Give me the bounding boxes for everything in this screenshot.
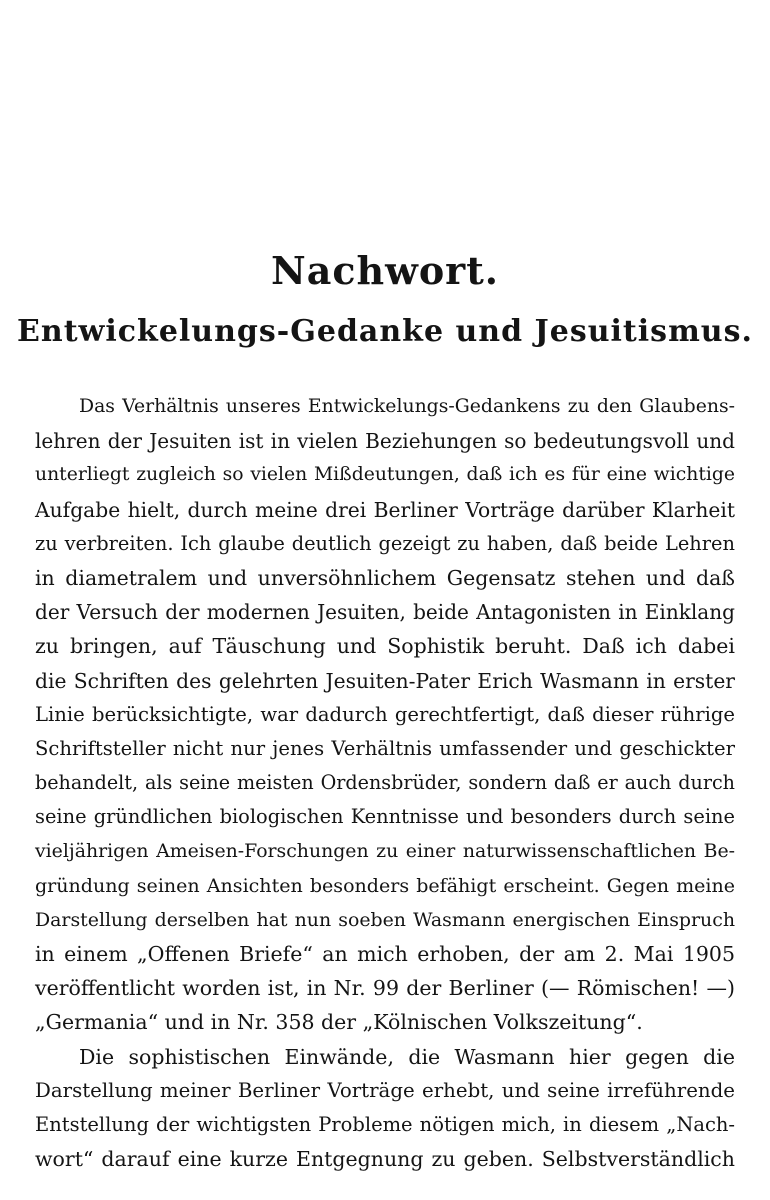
text-line: Aufgabe hielt, durch meine drei Berliner Vorträge darüber Klarheit [35, 497, 735, 522]
chapter-subtitle: Entwickelungs-Gedanke und Jesuitismus. [17, 314, 753, 349]
text-line: Darstellung derselben hat nun soeben Wasmann energischen Einspruch [35, 908, 735, 931]
text-line: wort“ darauf eine kurze Entgegnung zu geben. Selbstverständlich [35, 1147, 735, 1172]
text-line: lehren der Jesuiten ist in vielen Beziehungen so bedeutungsvoll und [35, 429, 735, 454]
text-line: die Schriften des gelehrten Jesuiten-Pater Erich Wasmann in erster [35, 668, 735, 693]
text-line: zu verbreiten. Ich glaube deutlich gezeigt zu haben, daß beide Lehren [35, 531, 735, 555]
paragraph-2 [35, 1040, 735, 1177]
text-line: unterliegt zugleich so vielen Mißdeutungen, daß ich es für eine wichtige [35, 464, 735, 486]
chapter-title: Nachwort. [271, 248, 499, 293]
text-line: Entstellung der wichtigsten Probleme nötigen mich, in diesem „Nach- [35, 1112, 735, 1136]
text-line: der Versuch der modernen Jesuiten, beide Antagonisten in Einklang [35, 600, 735, 625]
text-line: seine gründlichen biologischen Kenntnisse und besonders durch seine [35, 805, 735, 829]
text-line: Linie berücksichtigte, war dadurch gerechtfertigt, daß dieser rührige [35, 702, 735, 726]
body-text [35, 390, 735, 1176]
paragraph-1 [35, 390, 735, 1040]
text-line: gründung seinen Ansichten besonders befähigt erscheint. Gegen meine [35, 874, 735, 897]
text-line: in einem „Offenen Briefe“ an mich erhoben, der am 2. Mai 1905 [35, 942, 735, 966]
text-line: in diametralem und unversöhnlichem Gegensatz stehen und daß [35, 565, 735, 590]
text-line: Schriftsteller nicht nur jenes Verhältnis umfassender und geschickter [35, 736, 735, 760]
text-line: Darstellung meiner Berliner Vorträge erhebt, und seine irreführende [35, 1078, 735, 1102]
text-line: veröffentlicht worden ist, in Nr. 99 der Berliner (— Römischen! —) [35, 976, 735, 1001]
text-line: zu bringen, auf Täuschung und Sophistik beruht. Daß ich dabei [35, 634, 735, 659]
text-line: Die sophistischen Einwände, die Wasmann hier gegen die [79, 1044, 735, 1069]
text-line: behandelt, als seine meisten Ordensbrüder, sondern daß er auch durch [35, 771, 735, 795]
text-line: „Germania“ und in Nr. 358 der „Kölnischen Volkszeitung“. [35, 1010, 643, 1035]
text-line: Das Verhältnis unseres Entwickelungs-Gedankens zu den Glaubens- [79, 396, 735, 417]
text-line: vieljährigen Ameisen-Forschungen zu einer naturwissenschaftlichen Be- [35, 840, 735, 863]
